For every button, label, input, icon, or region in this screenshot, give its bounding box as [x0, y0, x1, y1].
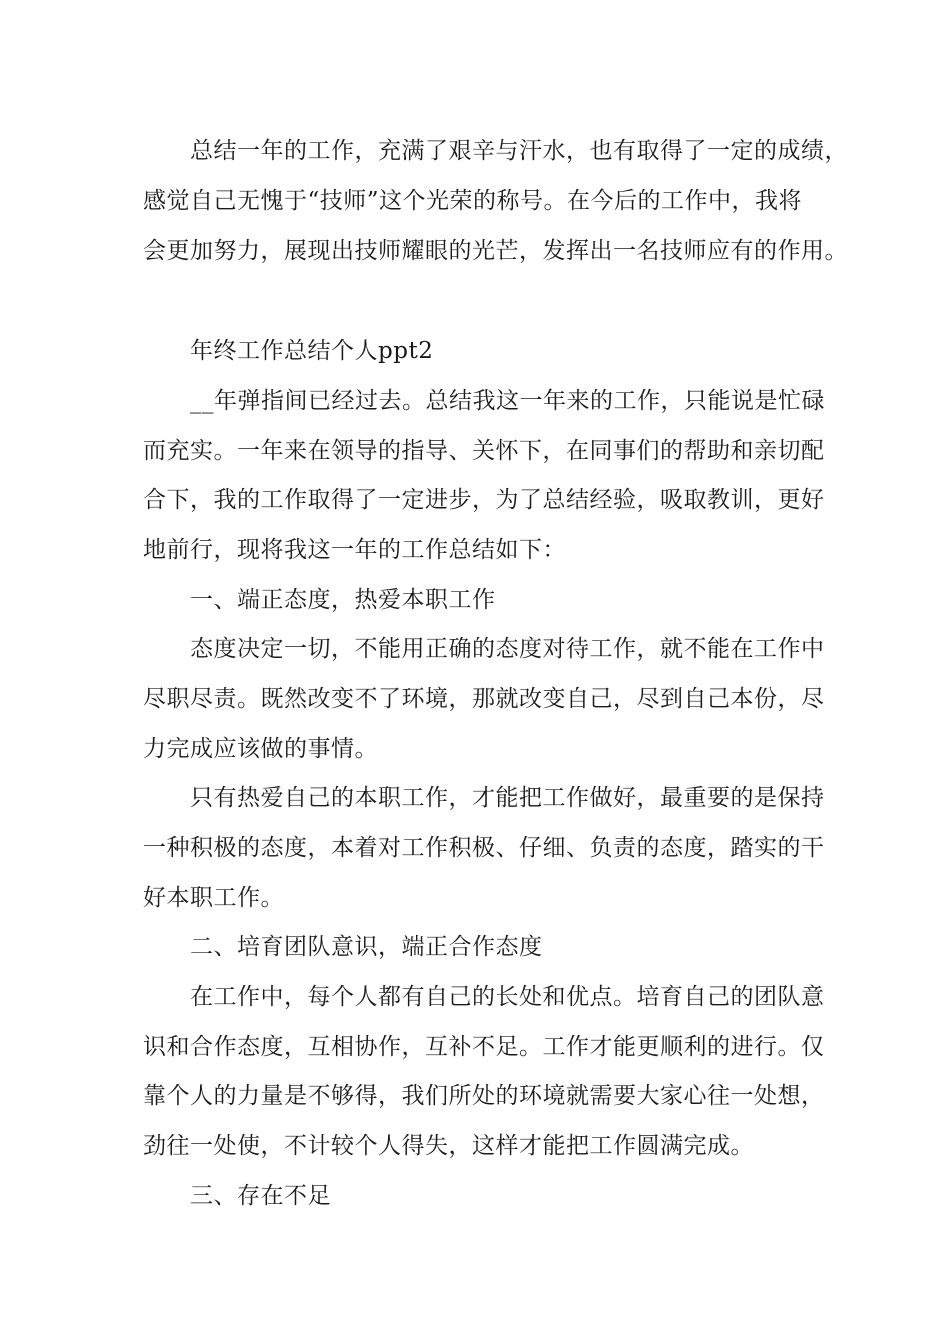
paragraph-line: 劲往一处使，不计较个人得失，这样才能把工作圆满完成。 — [143, 1133, 754, 1159]
paragraph-line: 地前行，现将我这一年的工作总结如下： — [143, 537, 566, 563]
paragraph-line: 识和合作态度，互相协作，互补不足。工作才能更顺利的进行。仅 — [143, 1034, 825, 1060]
paragraph-line: 只有热爱自己的本职工作，才能把工作做好，最重要的是保持 — [190, 785, 825, 811]
paragraph-line: 尽职尽责。既然改变不了环境，那就改变自己，尽到自己本份，尽 — [143, 686, 825, 712]
paragraph-line: 靠个人的力量是不够得，我们所处的环境就需要大家心往一处想， — [143, 1083, 825, 1109]
paragraph-line: 合下，我的工作取得了一定进步，为了总结经验，吸取教训，更好 — [143, 487, 825, 513]
paragraph-line: 而充实。一年来在领导的指导、关怀下，在同事们的帮助和亲切配 — [143, 438, 825, 464]
paragraph-line: 一种积极的态度，本着对工作积极、仔细、负责的态度，踏实的干 — [143, 835, 825, 861]
paragraph-line: 感觉自己无愧于“技师”这个光荣的称号。在今后的工作中，我将 — [143, 188, 803, 214]
section-heading: 二、培育团队意识，端正合作态度 — [190, 934, 543, 960]
paragraph-line: __年弹指间已经过去。总结我这一年来的工作，只能说是忙碌 — [190, 388, 825, 414]
section-heading: 三、存在不足 — [190, 1183, 331, 1209]
paragraph-line: 会更加努力，展现出技师耀眼的光芒，发挥出一名技师应有的作用。 — [143, 238, 848, 264]
paragraph-line: 态度决定一切，不能用正确的态度对待工作，就不能在工作中 — [190, 636, 825, 662]
paragraph-line: 好本职工作。 — [143, 885, 284, 911]
paragraph-line: 总结一年的工作，充满了艰辛与汗水，也有取得了一定的成绩， — [190, 138, 848, 164]
section-title: 年终工作总结个人ppt2 — [190, 338, 434, 364]
section-heading: 一、端正态度，热爱本职工作 — [190, 587, 496, 613]
paragraph-line: 力完成应该做的事情。 — [143, 736, 378, 762]
paragraph-line: 在工作中，每个人都有自己的长处和优点。培育自己的团队意 — [190, 984, 825, 1010]
